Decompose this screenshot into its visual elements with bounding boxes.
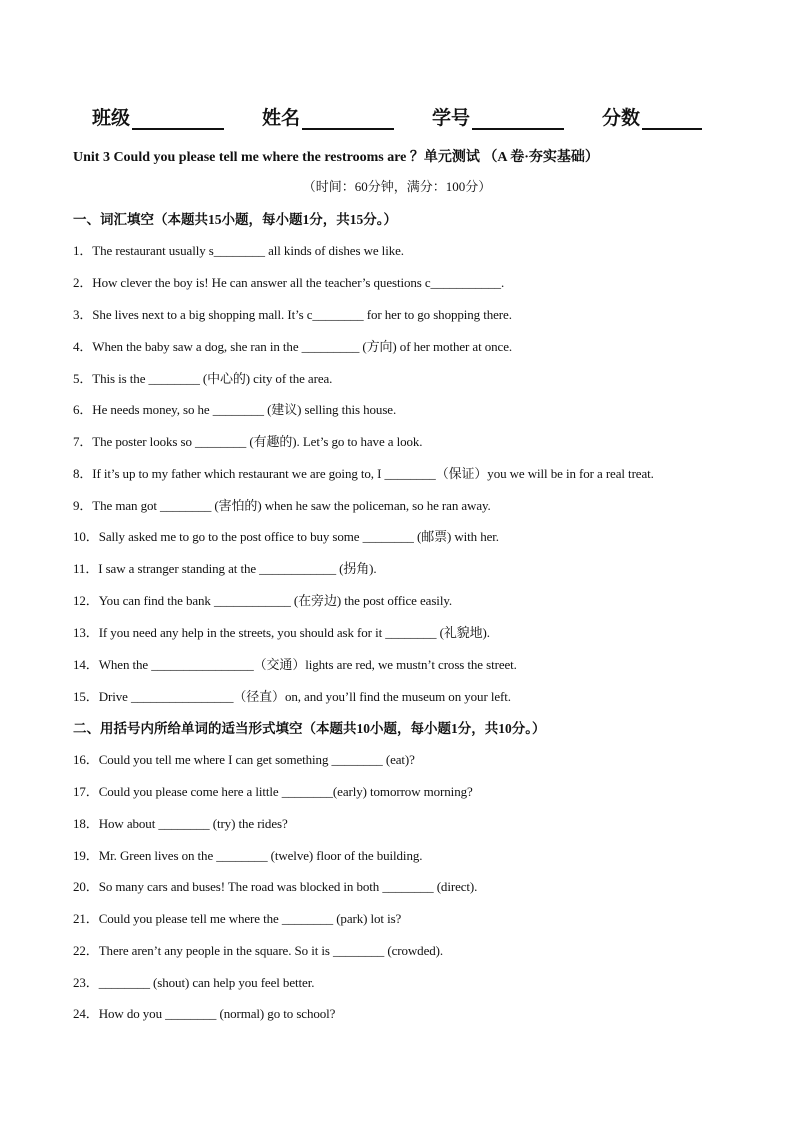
question-item: 10．Sally asked me to go to the post office to buy some ________ (邮票) with her. <box>73 529 499 544</box>
class-field <box>92 103 224 130</box>
score-field <box>602 103 702 130</box>
question-item: 19．Mr. Green lives on the ________ (twelve) floor of the building. <box>73 848 423 863</box>
question-item: 21．Could you please tell me where the ________ (park) lot is? <box>73 911 402 926</box>
question-item: 4．When the baby saw a dog, she ran in the _________ (方向) of her mother at once. <box>73 339 513 354</box>
student-number-blank[interactable] <box>472 108 564 130</box>
question-item: 14．When the ________________（交通）lights are red, we mustn’t cross the street. <box>73 657 517 672</box>
question-item: 17．Could you please come here a little ________(early) tomorrow morning? <box>73 784 473 799</box>
question-item: 2．How clever the boy is! He can answer all the teacher’s questions c___________. <box>73 275 505 290</box>
question-item: 15．Drive ________________（径直）on, and you’ll find the museum on your left. <box>73 689 511 704</box>
name-blank[interactable] <box>302 108 394 130</box>
question-item: 18．How about ________ (try) the rides? <box>73 816 288 831</box>
student-number-label: 学号 <box>432 108 471 129</box>
class-label: 班级 <box>91 108 130 129</box>
question-item: 22．There aren’t any people in the square. So it is ________ (crowded). <box>73 943 444 958</box>
section-1-heading: 一、词汇填空（本题共15小题，每小题1分，共15分。） <box>73 212 397 227</box>
question-item: 16．Could you tell me where I can get something ________ (eat)? <box>73 752 415 767</box>
question-item: 23．________ (shout) can help you feel better. <box>73 975 315 990</box>
question-item: 8．If it’s up to my father which restaurant we are going to, I ________（保证）you we will be in for a real treat. <box>73 466 654 481</box>
question-item: 3．She lives next to a big shopping mall. It’s c________ for her to go shopping there. <box>73 307 512 322</box>
question-item: 20．So many cars and buses! The road was blocked in both ________ (direct). <box>73 879 478 894</box>
score-label: 分数 <box>602 108 641 129</box>
test-subtitle: （时间：60分钟，满分：100分） <box>302 179 492 194</box>
question-item: 6．He needs money, so he ________ (建议) selling this house. <box>73 402 397 417</box>
question-item: 7．The poster looks so ________ (有趣的). Let’s go to have a look. <box>73 434 423 449</box>
student-info-header <box>0 103 794 130</box>
question-item: 12．You can find the bank ____________ (在旁边) the post office easily. <box>73 593 453 608</box>
name-field <box>262 103 394 130</box>
question-item: 5．This is the ________ (中心的) city of the area. <box>73 371 333 386</box>
class-blank[interactable] <box>132 108 224 130</box>
question-item: 24．How do you ________ (normal) go to school? <box>73 1006 336 1021</box>
section-2-heading: 二、用括号内所给单词的适当形式填空（本题共10小题，每小题1分，共10分。） <box>73 721 546 736</box>
student-number-field <box>432 103 564 130</box>
question-item: 9．The man got ________ (害怕的) when he saw the policeman, so he ran away. <box>73 498 491 513</box>
name-label: 姓名 <box>261 108 300 129</box>
test-title: Unit 3 Could you please tell me where the restrooms are ？单元测试 （A 卷·夯实基础） <box>73 150 599 165</box>
question-item: 1．The restaurant usually s________ all kinds of dishes we like. <box>73 243 404 258</box>
question-item: 11．I saw a stranger standing at the ____________ (拐角). <box>73 561 377 576</box>
score-blank[interactable] <box>642 108 702 130</box>
question-item: 13．If you need any help in the streets, you should ask for it ________ (礼貌地). <box>73 625 490 640</box>
